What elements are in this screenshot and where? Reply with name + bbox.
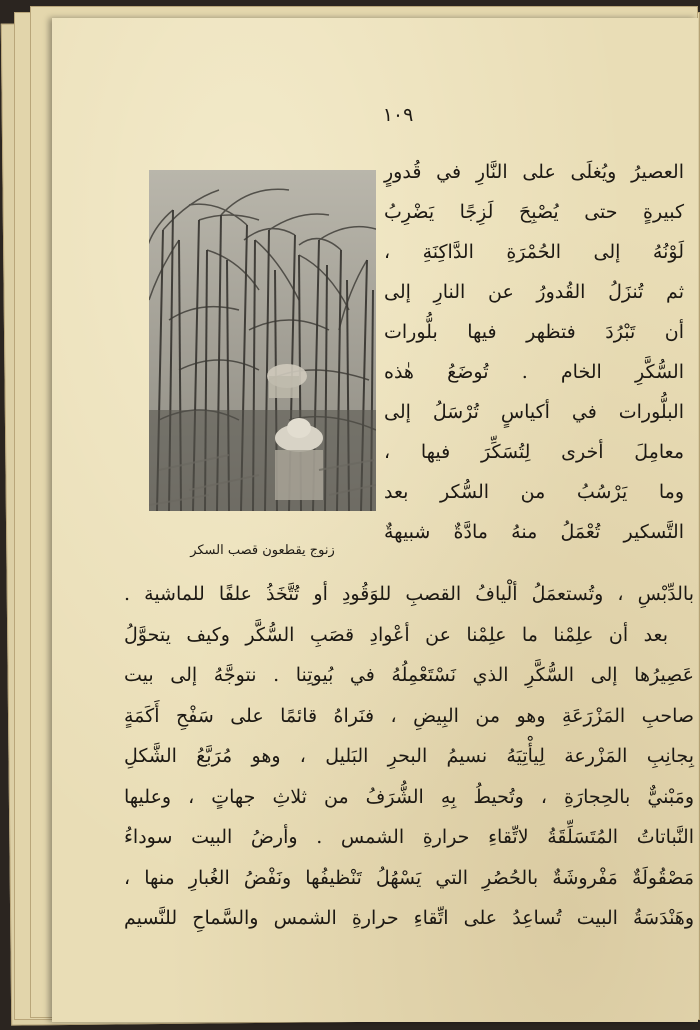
sugarcane-photo <box>149 170 376 511</box>
text-line: وهَنْدَسَةُ البيت تُساعِدُ على اتِّقاءِ حرارةِ الشمس والسَّماحِ للنَّسيم <box>124 907 694 929</box>
text-line: صاحبِ المَزْرَعَةِ وهو من البِيضِ ، فنَراهُ قائمًا على سَفْحِ أَكَمَةٍ <box>124 704 694 727</box>
text-line: وما يَرْسُبُ من السُّكر بعد <box>384 481 684 503</box>
text-line: العصيرُ ويُغلَى على النَّارِ في قُدورٍ <box>384 161 684 183</box>
text-line: ثم تُنزَلُ القُدورُ عن النارِ إلى <box>384 281 684 303</box>
side-text-column <box>384 152 684 552</box>
text-line: معامِلَ أخرى لِتُسَكِّرَ فيها ، <box>384 441 684 463</box>
text-line: السُّكَّرِ الخام . تُوضَعُ هٰذه <box>384 361 684 383</box>
text-line: مَصْقُولَةٌ مَفْروشَةٌ بالحُصُرِ التي يَسْهُلُ تَنْظيفُها ونَفْضُ الغُبارِ منها ، <box>124 866 694 889</box>
text-line: كبيرةٍ حتى يُصْبِحَ لَزِجًا يَضْرِبُ <box>384 201 684 223</box>
paragraph-start-line: بعد أن علِمْنا ما علِمْنا عن أعْوادِ قصَبِ السُّكَّر وكيف يتحوَّلُ <box>124 623 668 646</box>
book-page <box>52 18 698 1022</box>
body-text <box>124 574 694 939</box>
figure-caption: زنوج يقطعون قصب السكر <box>190 543 335 558</box>
text-line: أن تَبْرُدَ فتظهر فيها بلُّورات <box>384 321 684 343</box>
text-line: ومَبْنيٌّ بالحِجارَةِ ، وتُحيطُ بِهِ الشُّرَفُ من ثلاثِ جهاتٍ ، وعليها <box>124 785 694 808</box>
text-line: بالدِّبْسِ ، وتُستعمَلُ ألْيافُ القصبِ للوَقُودِ أو تُتَّخَذُ علفًا للماشية . <box>124 583 694 605</box>
text-line: التَّسكير تُعْمَلُ منهُ مادَّةٌ شبيهةٌ <box>384 521 684 543</box>
text-line: البلُّورات في أكياسٍ تُرْسَلُ إلى <box>384 401 684 423</box>
text-line: بِجانِبِ المَزْرعة لِيأْتِيَهُ نسيمُ البحرِ البَليل ، وهو مُرَبَّعُ الشَّكلِ <box>124 745 694 767</box>
text-line: لَوْنُهُ إلى الحُمْرَةِ الدَّاكِنَةِ ، <box>384 241 684 263</box>
text-line: النَّباتاتُ المُتَسَلِّقَةُ لاتِّقاءِ حرارةِ الشمس . وأرضُ البيت سوداءُ <box>124 826 694 848</box>
sugarcane-field-picture <box>149 170 376 511</box>
page-number: ١٠٩ <box>382 104 414 126</box>
text-line: عَصِيرُها إلى السُّكَّرِ الذي نَسْتَعْمِلُهُ في بُيوتِنا . نتوجَّهُ إلى بيت <box>124 664 694 686</box>
